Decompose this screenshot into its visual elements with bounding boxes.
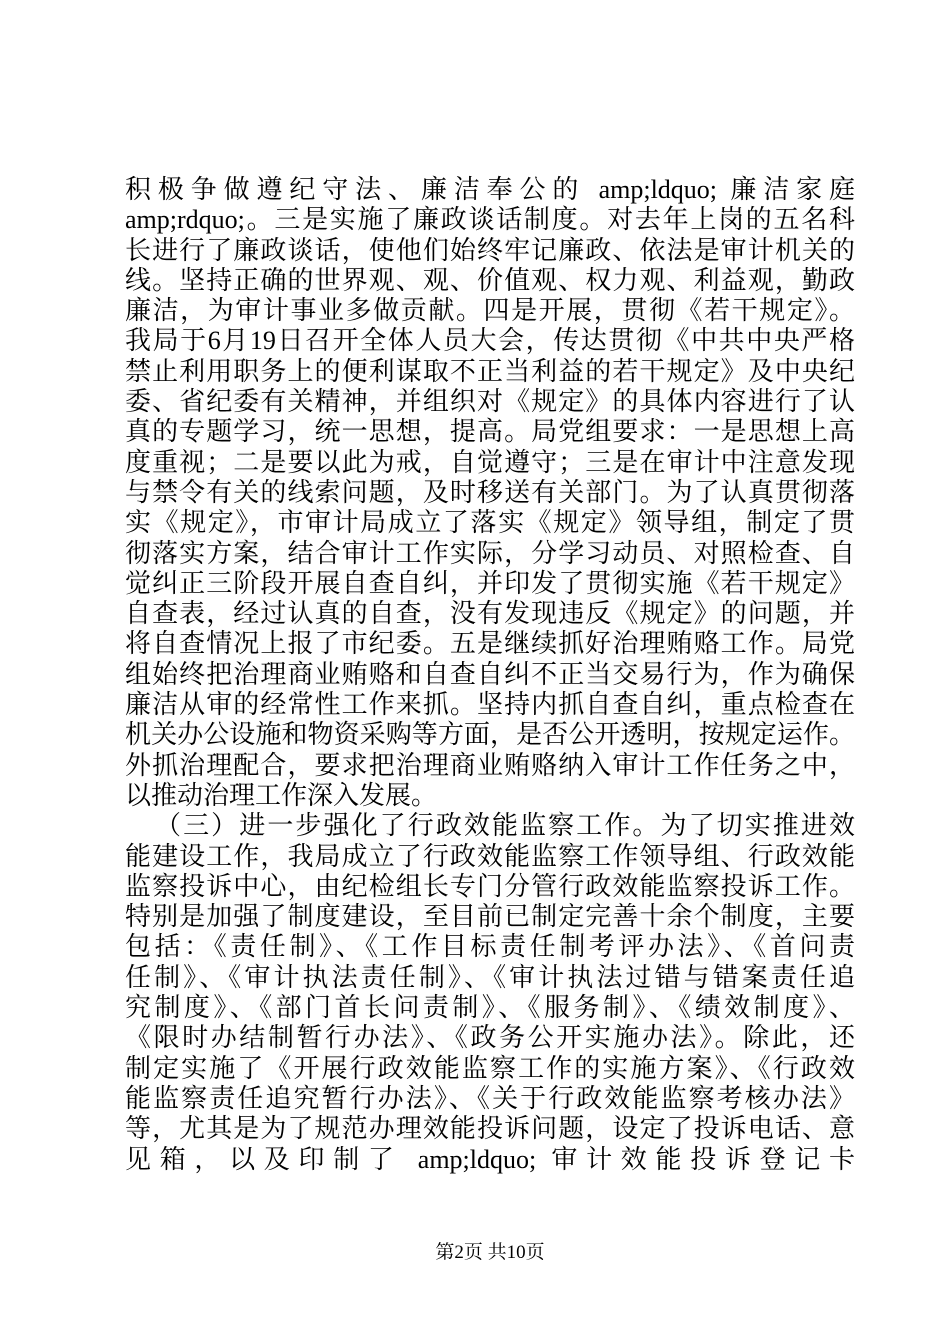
- text-line: 与禁令有关的线索问题，及时移送有关部门。为了认真贯彻落: [125, 477, 855, 507]
- text-line: 《限时办结制暂行办法》、《政务公开实施办法》。除此，还: [125, 1023, 855, 1053]
- text-line: 廉洁从审的经常性工作来抓。坚持内抓自查自纠，重点检查在: [125, 690, 855, 720]
- text-line: 能监察责任追究暂行办法》、《关于行政效能监察考核办法》: [125, 1083, 855, 1113]
- text-line: 线。坚持正确的世界观、观、价值观、权力观、利益观，勤政: [125, 265, 855, 295]
- page-number-label: 第2页 共10页: [435, 1242, 545, 1263]
- text-line: 觉纠正三阶段开展自查自纠，并印发了贯彻实施《若干规定》: [125, 568, 855, 598]
- text-line: 外抓治理配合，要求把治理商业贿赂纳入审计工作任务之中，: [125, 750, 855, 780]
- text-line: 能建设工作，我局成立了行政效能监察工作领导组、行政效能: [125, 841, 855, 871]
- text-line: 长进行了廉政谈话，使他们始终牢记廉政、依法是审计机关的: [125, 235, 855, 265]
- text-line: 等，尤其是为了规范办理效能投诉问题，设定了投诉电话、意: [125, 1114, 855, 1144]
- text-line: 度重视；二是要以此为戒，自觉遵守；三是在审计中注意发现: [125, 447, 855, 477]
- text-line: 廉洁，为审计事业多做贡献。四是开展，贯彻《若干规定》。: [125, 296, 855, 326]
- document-text: [125, 175, 855, 1175]
- text-line: 实《规定》，市审计局成立了落实《规定》领导组，制定了贯: [125, 508, 855, 538]
- text-line: 委、省纪委有关精神，并组织对《规定》的具体内容进行了认: [125, 387, 855, 417]
- text-line: 组始终把治理商业贿赂和自查自纠不正当交易行为，作为确保: [125, 659, 855, 689]
- text-line: 我局于6月19日召开全体人员大会，传达贯彻《中共中央严格: [125, 326, 855, 356]
- text-line-paragraph-start: （三）进一步强化了行政效能监察工作。为了切实推进效: [155, 811, 855, 841]
- text-line: 将自查情况上报了市纪委。五是继续抓好治理贿赂工作。局党: [125, 629, 855, 659]
- text-line: 自查表，经过认真的自查，没有发现违反《规定》的问题，并: [125, 599, 855, 629]
- text-line: 禁止利用职务上的便利谋取不正当利益的若干规定》及中央纪: [125, 356, 855, 386]
- text-line: 彻落实方案，结合审计工作实际，分学习动员、对照检查、自: [125, 538, 855, 568]
- text-line-paragraph-end: 以推动治理工作深入发展。: [125, 780, 438, 810]
- text-line: 特别是加强了制度建设，至目前已制定完善十余个制度，主要: [125, 902, 855, 932]
- text-line: 包括：《责任制》、《工作目标责任制考评办法》、《首问责: [125, 932, 855, 962]
- page-footer: [125, 1240, 855, 1266]
- text-line: 机关办公设施和物资采购等方面，是否公开透明，按规定运作。: [125, 720, 855, 750]
- text-line: 任制》、《审计执法责任制》、《审计执法过错与错案责任追: [125, 962, 855, 992]
- text-line: 积极争做遵纪守法、廉洁奉公的 amp;ldquo; 廉洁家庭: [125, 175, 855, 204]
- text-line: 真的专题学习，统一思想，提高。局党组要求：一是思想上高: [125, 417, 855, 447]
- text-line: amp;rdquo;。三是实施了廉政谈话制度。对去年上岗的五名科: [125, 205, 855, 235]
- text-line: 见箱，以及印制了 amp;ldquo; 审计效能投诉登记卡: [125, 1144, 855, 1174]
- text-line: 监察投诉中心，由纪检组长专门分管行政效能监察投诉工作。: [125, 871, 855, 901]
- text-line: 究制度》、《部门首长问责制》、《服务制》、《绩效制度》、: [125, 993, 855, 1023]
- text-line: 制定实施了《开展行政效能监察工作的实施方案》、《行政效: [125, 1053, 855, 1083]
